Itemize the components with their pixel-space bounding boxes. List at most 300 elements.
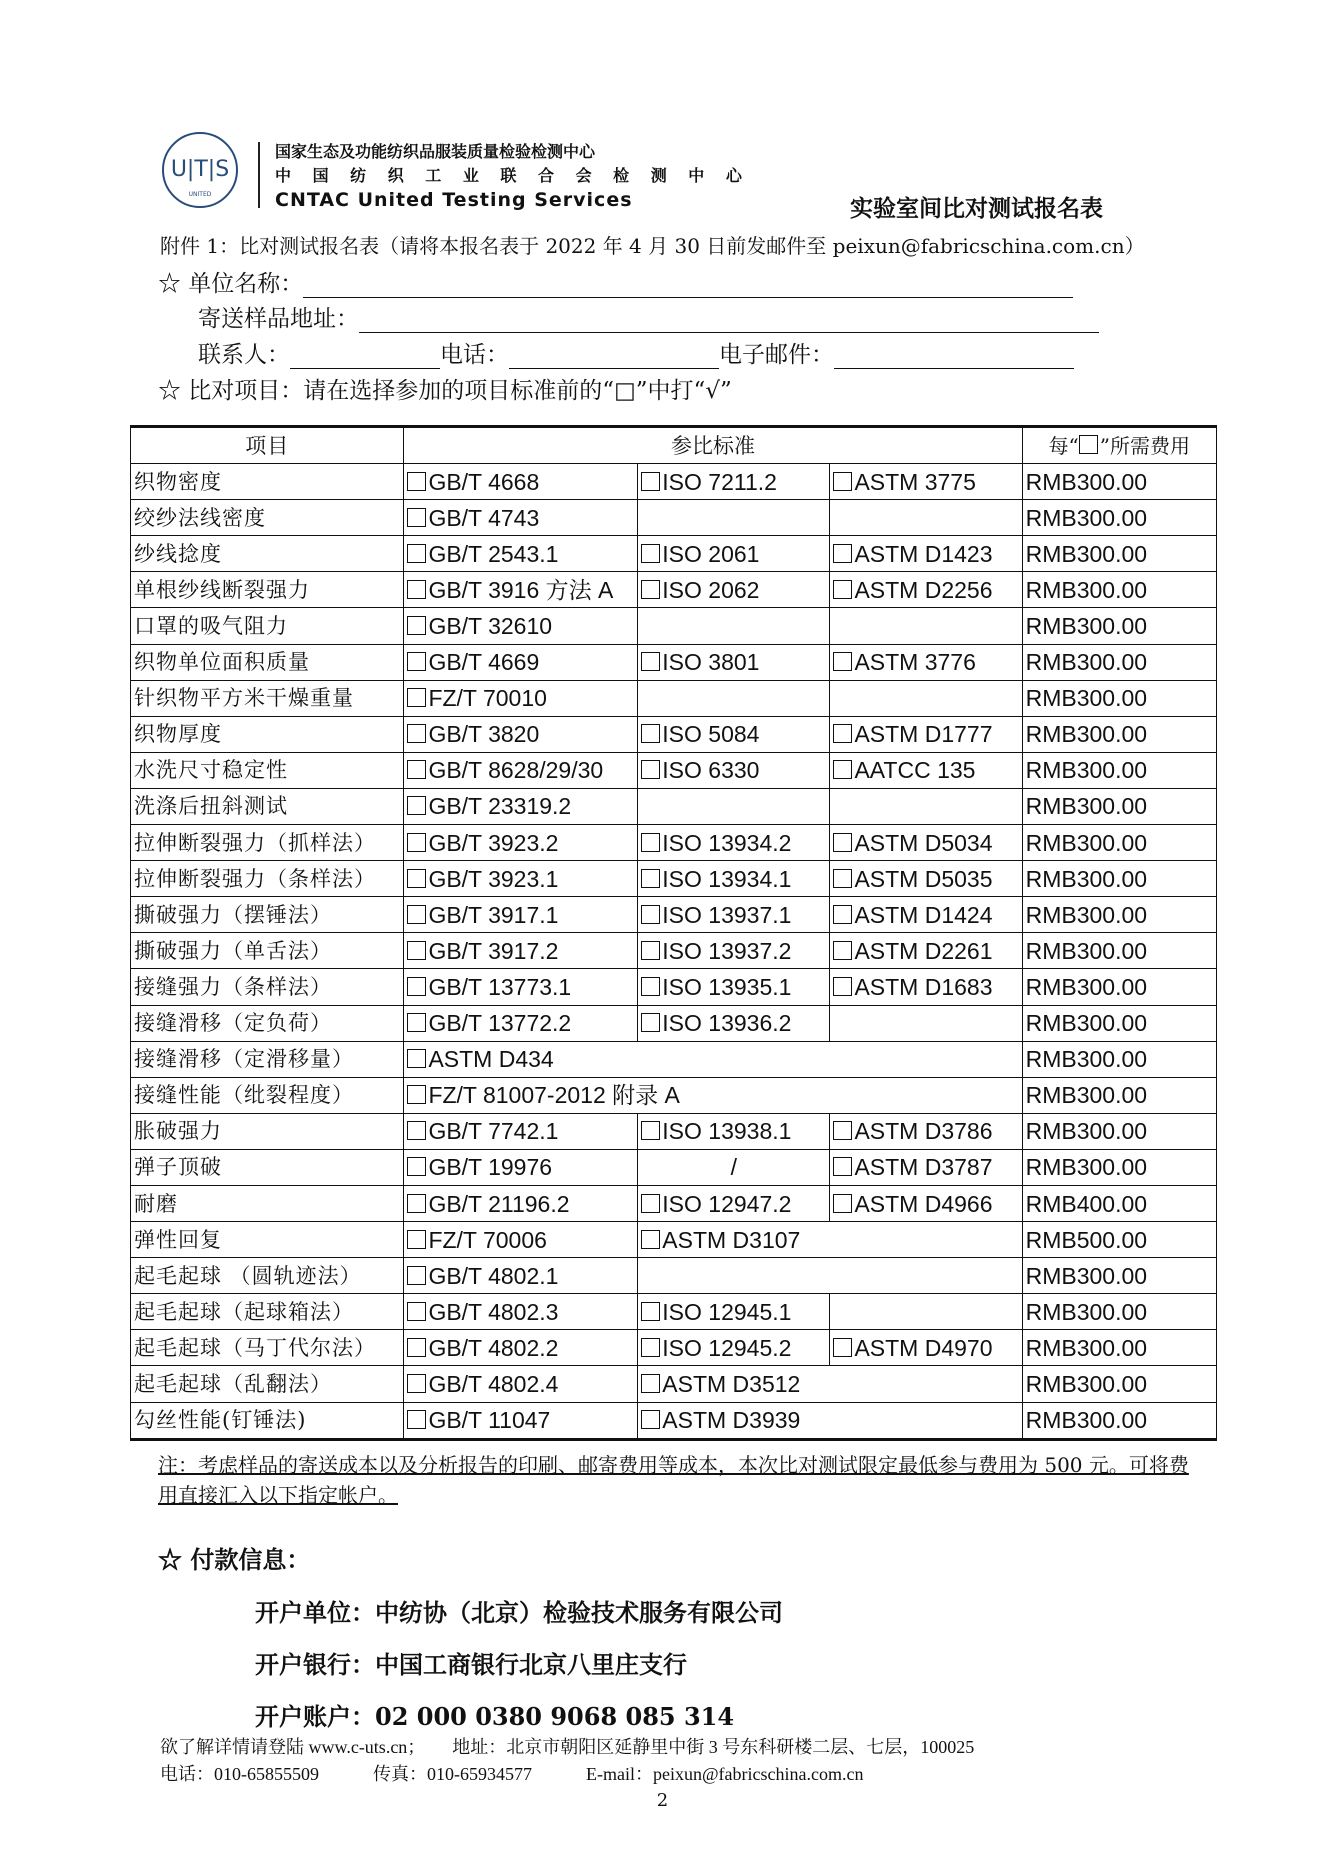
- checkbox[interactable]: [407, 1302, 426, 1321]
- table-header-row: [131, 427, 1217, 464]
- standard-cell[interactable]: [404, 644, 638, 680]
- fee-cell: RMB300.00: [1022, 1113, 1216, 1149]
- unit-name-field[interactable]: [303, 273, 1073, 298]
- standard-code: GB/T 11047: [428, 1407, 551, 1434]
- standard-cell[interactable]: [404, 825, 638, 861]
- fee-cell: RMB300.00: [1022, 1330, 1216, 1366]
- header-standards: 参比标准: [404, 427, 1022, 464]
- checkbox[interactable]: [407, 905, 426, 924]
- checkbox[interactable]: [833, 1338, 852, 1357]
- standard-cell: [638, 680, 830, 716]
- standard-cell[interactable]: [404, 1366, 638, 1402]
- standard-cell[interactable]: [404, 1185, 638, 1221]
- contact-field[interactable]: [290, 344, 440, 369]
- standard-code: GB/T 32610: [428, 613, 553, 640]
- checkbox[interactable]: [641, 652, 660, 671]
- standard-code: GB/T 4669: [428, 649, 540, 676]
- standard-code: GB/T 3820: [428, 721, 540, 748]
- address-label: 寄送样品地址：: [198, 306, 359, 332]
- header-divider: [258, 142, 260, 208]
- checkbox[interactable]: [407, 544, 426, 563]
- standard-cell[interactable]: [638, 1222, 1022, 1258]
- checkbox[interactable]: [407, 796, 426, 815]
- standard-cell[interactable]: [638, 861, 830, 897]
- standard-code: ASTM D1423: [854, 540, 993, 567]
- table-row: [131, 1366, 1217, 1402]
- standard-code: ISO 7211.2: [662, 468, 777, 495]
- standard-cell[interactable]: [404, 752, 638, 788]
- phone-field[interactable]: [509, 344, 719, 369]
- fee-cell: RMB400.00: [1022, 1185, 1216, 1221]
- standard-code: FZ/T 70010: [428, 685, 547, 712]
- standard-cell[interactable]: [638, 1005, 830, 1041]
- standard-code: GB/T 4802.4: [428, 1370, 559, 1397]
- checkbox[interactable]: [407, 1013, 426, 1032]
- item-name: 拉伸断裂强力（抓样法）: [131, 825, 404, 861]
- standard-cell[interactable]: [404, 500, 638, 536]
- fee-cell: RMB300.00: [1022, 716, 1216, 752]
- standard-code: ISO 13934.2: [662, 829, 792, 856]
- fee-cell: RMB300.00: [1022, 1366, 1216, 1402]
- standard-cell[interactable]: [638, 969, 830, 1005]
- standard-cell[interactable]: [638, 1330, 830, 1366]
- standard-cell[interactable]: [830, 644, 1022, 680]
- checkbox[interactable]: [833, 869, 852, 888]
- checkbox[interactable]: [833, 760, 852, 779]
- fee-cell: RMB300.00: [1022, 1402, 1216, 1439]
- checkbox[interactable]: [641, 1121, 660, 1140]
- table-row: [131, 1005, 1217, 1041]
- checkbox[interactable]: [641, 724, 660, 743]
- standard-code: ISO 12947.2: [662, 1190, 792, 1217]
- address-row: [198, 300, 1099, 333]
- contact-label: 联系人：: [198, 342, 290, 368]
- checkbox[interactable]: [407, 508, 426, 527]
- table-row: [131, 1185, 1217, 1221]
- standard-code: ISO 3801: [662, 649, 760, 676]
- standard-cell: [638, 500, 830, 536]
- standard-code: ISO 13937.1: [662, 901, 792, 928]
- standard-code: GB/T 4802.3: [428, 1298, 559, 1325]
- checkbox[interactable]: [833, 977, 852, 996]
- item-name: 胀破强力: [131, 1113, 404, 1149]
- standard-code: GB/T 13772.2: [428, 1010, 572, 1037]
- standard-code: ASTM D2256: [854, 576, 993, 603]
- standard-code: ASTM D2261: [854, 937, 993, 964]
- table-row: [131, 1330, 1217, 1366]
- checkbox[interactable]: [641, 1230, 660, 1249]
- item-name: 织物厚度: [131, 716, 404, 752]
- phone-label: 电话：: [440, 342, 509, 368]
- fee-cell: RMB300.00: [1022, 1258, 1216, 1294]
- table-row: [131, 608, 1217, 644]
- checkbox[interactable]: [641, 760, 660, 779]
- checkbox[interactable]: [833, 472, 852, 491]
- checkbox[interactable]: [407, 1230, 426, 1249]
- checkbox[interactable]: [407, 869, 426, 888]
- checkbox[interactable]: [407, 1410, 426, 1429]
- checkbox[interactable]: [407, 688, 426, 707]
- checkbox[interactable]: [641, 544, 660, 563]
- checkbox[interactable]: [407, 580, 426, 599]
- standard-code: GB/T 3923.2: [428, 829, 559, 856]
- item-name: 绞纱法线密度: [131, 500, 404, 536]
- standard-cell: [830, 680, 1022, 716]
- table-row: [131, 825, 1217, 861]
- fee-cell: RMB300.00: [1022, 861, 1216, 897]
- checkbox[interactable]: [833, 1194, 852, 1213]
- standard-cell: [830, 608, 1022, 644]
- standard-cell: [830, 1005, 1022, 1041]
- item-name: 起毛起球（乱翻法）: [131, 1366, 404, 1402]
- standard-code: ASTM D434: [428, 1046, 554, 1073]
- item-name: 接缝强力（条样法）: [131, 969, 404, 1005]
- standard-code: GB/T 3923.1: [428, 865, 559, 892]
- checkbox[interactable]: [407, 833, 426, 852]
- contact-row: [198, 336, 1074, 369]
- standard-code: GB/T 2543.1: [428, 540, 559, 567]
- checkbox[interactable]: [407, 1194, 426, 1213]
- standard-cell[interactable]: [404, 608, 638, 644]
- standard-cell[interactable]: [638, 1185, 830, 1221]
- table-row: [131, 933, 1217, 969]
- fee-cell: RMB300.00: [1022, 608, 1216, 644]
- table-row: [131, 1294, 1217, 1330]
- standard-cell[interactable]: [830, 969, 1022, 1005]
- standard-cell[interactable]: [404, 969, 638, 1005]
- standard-cell[interactable]: [404, 572, 638, 608]
- checkbox[interactable]: [641, 1194, 660, 1213]
- standard-cell[interactable]: [830, 752, 1022, 788]
- standard-code: ISO 12945.1: [662, 1298, 792, 1325]
- standard-cell: [830, 500, 1022, 536]
- item-name: 拉伸断裂强力（条样法）: [131, 861, 404, 897]
- items-table: [130, 425, 1217, 1441]
- email-field[interactable]: [834, 344, 1074, 369]
- standard-code: GB/T 7742.1: [428, 1118, 559, 1145]
- standard-code: GB/T 4802.1: [428, 1262, 559, 1289]
- standard-cell[interactable]: [404, 1222, 638, 1258]
- standard-code: ASTM 3775: [854, 468, 976, 495]
- checkbox[interactable]: [833, 941, 852, 960]
- standard-cell[interactable]: [830, 933, 1022, 969]
- email-label: 电子邮件：: [719, 342, 834, 368]
- standard-code: GB/T 3917.2: [428, 937, 559, 964]
- fee-cell: RMB300.00: [1022, 1077, 1216, 1113]
- checkbox[interactable]: [407, 1374, 426, 1393]
- item-name: 针织物平方米干燥重量: [131, 680, 404, 716]
- checkbox[interactable]: [407, 724, 426, 743]
- payment-account-name: 开户单位：中纺协（北京）检验技术服务有限公司: [255, 1598, 783, 1627]
- standard-cell[interactable]: [404, 716, 638, 752]
- table-row: [131, 1041, 1217, 1077]
- standard-cell[interactable]: [830, 1330, 1022, 1366]
- fee-cell: RMB300.00: [1022, 897, 1216, 933]
- standard-cell[interactable]: [830, 572, 1022, 608]
- table-row: [131, 716, 1217, 752]
- fee-cell: RMB300.00: [1022, 788, 1216, 824]
- payment-bank: 开户银行：中国工商银行北京八里庄支行: [255, 1650, 687, 1679]
- payment-account-number: 开户账户：02 000 0380 9068 085 314: [255, 1702, 735, 1731]
- checkbox[interactable]: [641, 472, 660, 491]
- table-row: [131, 572, 1217, 608]
- fee-cell: RMB300.00: [1022, 933, 1216, 969]
- standard-code: GB/T 4802.2: [428, 1334, 559, 1361]
- standard-cell[interactable]: [638, 1113, 830, 1149]
- unit-name-label: ☆ 单位名称：: [158, 271, 304, 297]
- standard-cell[interactable]: [830, 1185, 1022, 1221]
- standard-cell: [830, 788, 1022, 824]
- standard-cell[interactable]: [404, 1330, 638, 1366]
- table-row: [131, 500, 1217, 536]
- standard-cell[interactable]: [404, 933, 638, 969]
- items-instruction: ☆ 比对项目：请在选择参加的项目标准前的“□”中打“√”: [158, 378, 732, 404]
- attachment-note: 附件 1：比对测试报名表（请将本报名表于 2022 年 4 月 30 日前发邮件至 peixun@fabricschina.com.cn）: [160, 234, 1145, 258]
- standard-code: GB/T 23319.2: [428, 793, 572, 820]
- item-name: 耐磨: [131, 1185, 404, 1221]
- standard-code: ISO 13935.1: [662, 973, 792, 1000]
- standard-code: ASTM D3939: [662, 1407, 801, 1434]
- item-name: 弹子顶破: [131, 1149, 404, 1185]
- item-name: 接缝滑移（定负荷）: [131, 1005, 404, 1041]
- checkbox[interactable]: [833, 905, 852, 924]
- checkbox[interactable]: [407, 616, 426, 635]
- checkbox[interactable]: [641, 977, 660, 996]
- table-row: [131, 536, 1217, 572]
- page-number: 2: [656, 1790, 669, 1811]
- standard-cell[interactable]: [830, 716, 1022, 752]
- checkbox[interactable]: [641, 580, 660, 599]
- standard-code: ASTM D1777: [854, 721, 993, 748]
- table-row: [131, 1113, 1217, 1149]
- table-row: [131, 464, 1217, 500]
- fee-cell: RMB300.00: [1022, 969, 1216, 1005]
- standard-cell[interactable]: [404, 1005, 638, 1041]
- item-name: 起毛起球（起球箱法）: [131, 1294, 404, 1330]
- checkbox[interactable]: [407, 977, 426, 996]
- standard-cell[interactable]: [404, 788, 638, 824]
- checkbox[interactable]: [641, 941, 660, 960]
- standard-cell[interactable]: [830, 536, 1022, 572]
- standard-code: ISO 13936.2: [662, 1010, 792, 1037]
- checkbox[interactable]: [641, 1013, 660, 1032]
- standard-code: ASTM D4970: [854, 1334, 993, 1361]
- standard-cell: [638, 608, 830, 644]
- standard-code: FZ/T 81007-2012 附录 A: [428, 1082, 680, 1109]
- standard-code: ISO 13937.2: [662, 937, 792, 964]
- standard-code: ASTM D5034: [854, 829, 993, 856]
- standard-cell[interactable]: [638, 933, 830, 969]
- fee-cell: RMB300.00: [1022, 464, 1216, 500]
- checkbox[interactable]: [833, 652, 852, 671]
- table-row: [131, 752, 1217, 788]
- standard-cell[interactable]: [638, 1366, 1022, 1402]
- svg-text:UNITED: UNITED: [188, 191, 212, 198]
- table-row: [131, 1077, 1217, 1113]
- standard-cell[interactable]: [404, 680, 638, 716]
- standard-cell[interactable]: [404, 1041, 1022, 1077]
- table-row: [131, 644, 1217, 680]
- document-title: 实验室间比对测试报名表: [850, 196, 1103, 222]
- footer-line-2: 电话：010-65855509 传真：010-65934577 E-mail：peixun@fabricschina.com.cn: [160, 1764, 864, 1784]
- standard-code: GB/T 13773.1: [428, 973, 572, 1000]
- standard-cell[interactable]: [830, 464, 1022, 500]
- fee-cell: RMB300.00: [1022, 825, 1216, 861]
- table-row: [131, 1149, 1217, 1185]
- fee-cell: RMB300.00: [1022, 644, 1216, 680]
- fee-cell: RMB300.00: [1022, 1149, 1216, 1185]
- standard-code: ISO 6330: [662, 757, 760, 784]
- item-name: 织物密度: [131, 464, 404, 500]
- standard-cell[interactable]: [638, 897, 830, 933]
- standard-code: ASTM D3107: [662, 1226, 801, 1253]
- item-name: 口罩的吸气阻力: [131, 608, 404, 644]
- checkbox[interactable]: [407, 472, 426, 491]
- item-name: 织物单位面积质量: [131, 644, 404, 680]
- fee-note: 注：考虑样品的寄送成本以及分析报告的印刷、邮寄费用等成本，本次比对测试限定最低参与费用为 500 元。可将费用直接汇入以下指定帐户。: [158, 1453, 1189, 1507]
- standard-code: ISO 13934.1: [662, 865, 792, 892]
- fee-cell: RMB300.00: [1022, 752, 1216, 788]
- standard-cell[interactable]: [404, 1402, 638, 1439]
- standard-cell[interactable]: [404, 1077, 1022, 1113]
- standard-cell[interactable]: [638, 644, 830, 680]
- standard-code: ASTM D4966: [854, 1190, 993, 1217]
- standard-cell[interactable]: [404, 861, 638, 897]
- checkbox[interactable]: [833, 1121, 852, 1140]
- checkbox[interactable]: [407, 941, 426, 960]
- standard-cell[interactable]: [404, 897, 638, 933]
- standard-cell[interactable]: [638, 464, 830, 500]
- fee-cell: RMB300.00: [1022, 572, 1216, 608]
- standard-cell[interactable]: [404, 1149, 638, 1185]
- standard-cell[interactable]: [638, 536, 830, 572]
- checkbox[interactable]: [641, 1374, 660, 1393]
- fee-cell: RMB300.00: [1022, 680, 1216, 716]
- checkbox[interactable]: [641, 869, 660, 888]
- unit-name-row: [158, 265, 1073, 298]
- table-row: [131, 1222, 1217, 1258]
- standard-cell[interactable]: [638, 1294, 830, 1330]
- standard-cell[interactable]: [830, 825, 1022, 861]
- uts-logo: [160, 130, 240, 210]
- item-name: 接缝性能（纰裂程度）: [131, 1077, 404, 1113]
- standard-code: ISO 5084: [662, 721, 760, 748]
- standard-cell[interactable]: [404, 1113, 638, 1149]
- standard-code: GB/T 3916 方法 A: [428, 576, 614, 603]
- checkbox[interactable]: [407, 1049, 426, 1068]
- table-row: [131, 680, 1217, 716]
- standard-code: ISO 2061: [662, 540, 760, 567]
- standard-cell: [638, 1258, 1022, 1294]
- table-row: [131, 861, 1217, 897]
- item-name: 纱线捻度: [131, 536, 404, 572]
- checkbox[interactable]: [407, 760, 426, 779]
- standard-cell[interactable]: [404, 1258, 638, 1294]
- standard-cell[interactable]: [638, 716, 830, 752]
- header-fee: 每“ ”所需费用: [1022, 427, 1216, 464]
- checkbox[interactable]: [407, 1121, 426, 1140]
- standard-cell[interactable]: [830, 1149, 1022, 1185]
- standard-code: GB/T 19976: [428, 1154, 553, 1181]
- standard-cell[interactable]: [638, 572, 830, 608]
- checkbox[interactable]: [833, 1157, 852, 1176]
- checkbox[interactable]: [407, 1266, 426, 1285]
- item-name: 洗涤后扭斜测试: [131, 788, 404, 824]
- checkbox[interactable]: [833, 580, 852, 599]
- checkbox[interactable]: [641, 833, 660, 852]
- standard-code: ASTM 3776: [854, 649, 976, 676]
- table-row: [131, 788, 1217, 824]
- standard-cell: /: [638, 1149, 830, 1185]
- standard-code: GB/T 8628/29/30: [428, 757, 604, 784]
- standard-code: AATCC 135: [854, 757, 976, 784]
- standard-code: ISO 12945.2: [662, 1334, 792, 1361]
- checkbox[interactable]: [407, 1338, 426, 1357]
- item-name: 起毛起球（马丁代尔法）: [131, 1330, 404, 1366]
- checkbox[interactable]: [833, 833, 852, 852]
- standard-code: GB/T 3917.1: [428, 901, 559, 928]
- standard-code: ASTM D5035: [854, 865, 993, 892]
- standard-code: ASTM D1683: [854, 973, 993, 1000]
- standard-code: GB/T 21196.2: [428, 1190, 570, 1217]
- footer-line-1: 欲了解详情请登陆 www.c-uts.cn； 地址：北京市朝阳区延静里中街 3 号东科研楼二层、七层，100025: [160, 1737, 975, 1757]
- item-name: 接缝滑移（定滑移量）: [131, 1041, 404, 1077]
- checkbox[interactable]: [833, 544, 852, 563]
- item-name: 撕破强力（单舌法）: [131, 933, 404, 969]
- checkbox[interactable]: [641, 1302, 660, 1321]
- checkbox[interactable]: [407, 652, 426, 671]
- standard-cell[interactable]: [638, 752, 830, 788]
- standard-cell[interactable]: [404, 464, 638, 500]
- fee-cell: RMB300.00: [1022, 1005, 1216, 1041]
- fee-cell: RMB300.00: [1022, 1294, 1216, 1330]
- standard-code: ASTM D3512: [662, 1370, 801, 1397]
- standard-code: FZ/T 70006: [428, 1226, 547, 1253]
- standard-cell[interactable]: [830, 1113, 1022, 1149]
- standard-cell[interactable]: [830, 861, 1022, 897]
- item-name: 撕破强力（摆锤法）: [131, 897, 404, 933]
- item-name: 水洗尺寸稳定性: [131, 752, 404, 788]
- standard-cell[interactable]: [638, 1402, 1022, 1439]
- item-name: 单根纱线断裂强力: [131, 572, 404, 608]
- table-row: [131, 1258, 1217, 1294]
- checkbox[interactable]: [833, 724, 852, 743]
- standard-code: ASTM D1424: [854, 901, 993, 928]
- standard-cell[interactable]: [830, 897, 1022, 933]
- standard-code: ISO 13938.1: [662, 1118, 792, 1145]
- standard-cell[interactable]: [404, 1294, 638, 1330]
- checkbox[interactable]: [407, 1157, 426, 1176]
- standard-code: ASTM D3786: [854, 1118, 993, 1145]
- logo-mark: U|T|S: [170, 157, 230, 182]
- table-row: [131, 897, 1217, 933]
- standard-code: ISO 2062: [662, 576, 760, 603]
- checkbox[interactable]: [641, 905, 660, 924]
- item-name: 勾丝性能(钉锤法): [131, 1402, 404, 1439]
- address-field[interactable]: [359, 308, 1099, 333]
- standard-cell: [830, 1294, 1022, 1330]
- fee-cell: RMB300.00: [1022, 500, 1216, 536]
- standard-cell[interactable]: [404, 536, 638, 572]
- item-name: 起毛起球 （圆轨迹法）: [131, 1258, 404, 1294]
- checkbox[interactable]: [407, 1085, 426, 1104]
- standard-cell[interactable]: [638, 825, 830, 861]
- table-row: [131, 1402, 1217, 1439]
- checkbox[interactable]: [641, 1338, 660, 1357]
- item-name: 弹性回复: [131, 1222, 404, 1258]
- standard-code: GB/T 4743: [428, 504, 540, 531]
- checkbox[interactable]: [641, 1410, 660, 1429]
